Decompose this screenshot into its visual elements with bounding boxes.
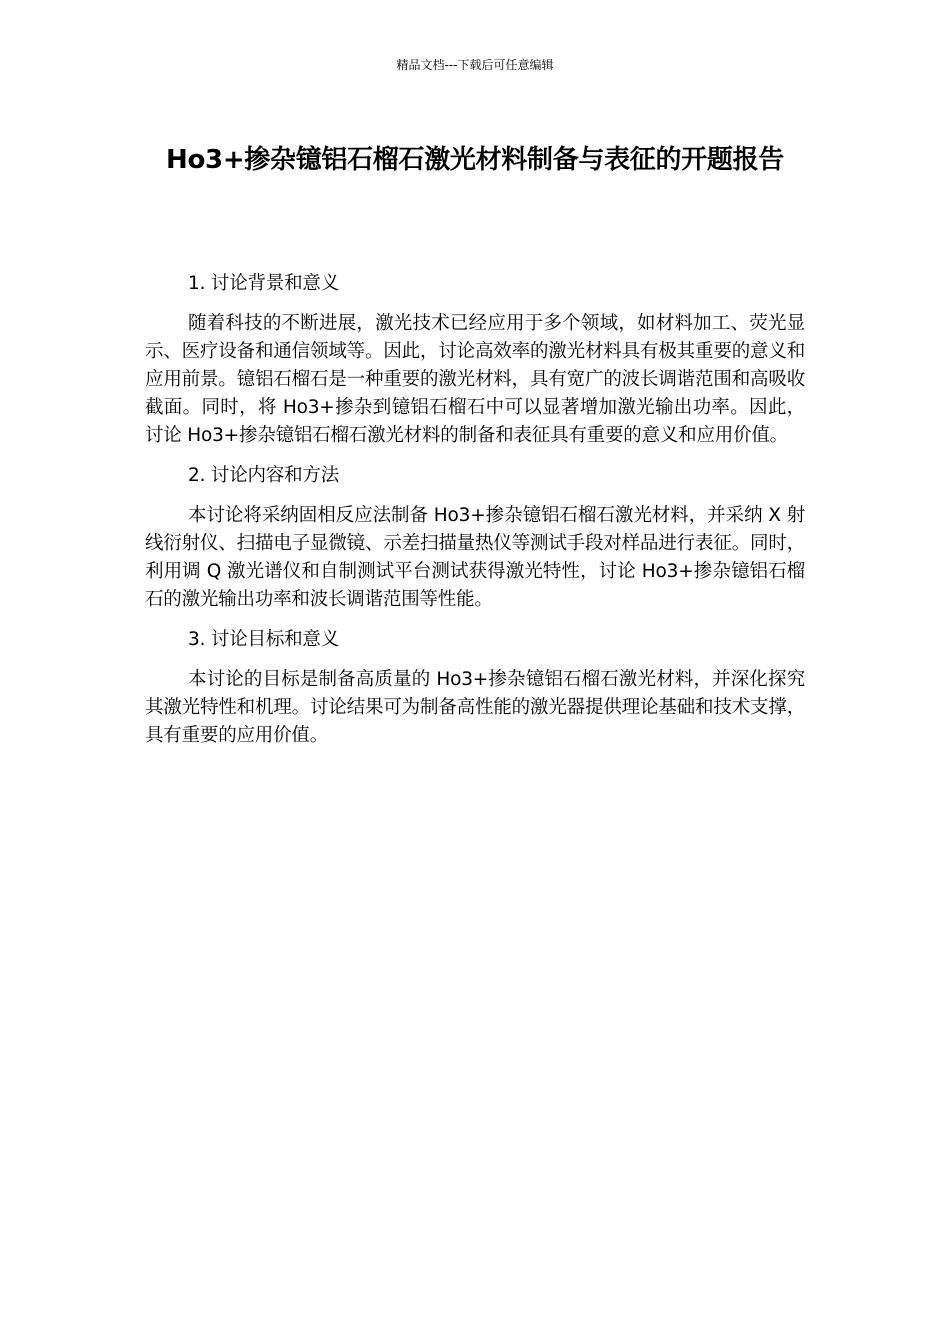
page-header: 精品文档---下载后可任意编辑 [396, 58, 554, 72]
section-paragraph: 本讨论将采纳固相反应法制备 Ho3+掺杂镱铝石榴石激光材料，并采纳 X 射线衍射仪、扫描电子显微镜、示差扫描量热仪等测试手段对样品进行表征。同时，利用调 Q 激光谱仪和自制测试平台测试获得激光特性，讨论 Ho3+掺杂镱铝石榴石的激光输出功率和波长调谐范围等性能。 [145, 505, 805, 610]
section-paragraph: 本讨论的目标是制备高质量的 Ho3+掺杂镱铝石榴石激光材料，并深化探究其激光特性和机理。讨论结果可为制备高性能的激光器提供理论基础和技术支撑，具有重要的应用价值。 [145, 669, 805, 746]
document-title: Ho3+掺杂镱铝石榴石激光材料制备与表征的开题报告 [166, 145, 784, 175]
section-paragraph: 随着科技的不断进展，激光技术已经应用于多个领域，如材料加工、荧光显示、医疗设备和通信领域等。因此，讨论高效率的激光材料具有极其重要的意义和应用前景。镱铝石榴石是一种重要的激光材料，具有宽广的波长调谐范围和高吸收截面。同时，将 Ho3+掺杂到镱铝石榴石中可以显著增加激光输出功率。因此，讨论 Ho3+掺杂镱铝石榴石激光材料的制备和表征具有重要的意义和应用价值。 [145, 313, 805, 446]
section-heading: 2. 讨论内容和方法 [188, 465, 340, 486]
section-heading: 3. 讨论目标和意义 [188, 629, 340, 650]
section-content-methods [145, 462, 805, 614]
section-background [145, 270, 805, 450]
section-goals [145, 626, 805, 750]
section-heading: 1. 讨论背景和意义 [188, 273, 340, 294]
document-body [145, 270, 805, 762]
